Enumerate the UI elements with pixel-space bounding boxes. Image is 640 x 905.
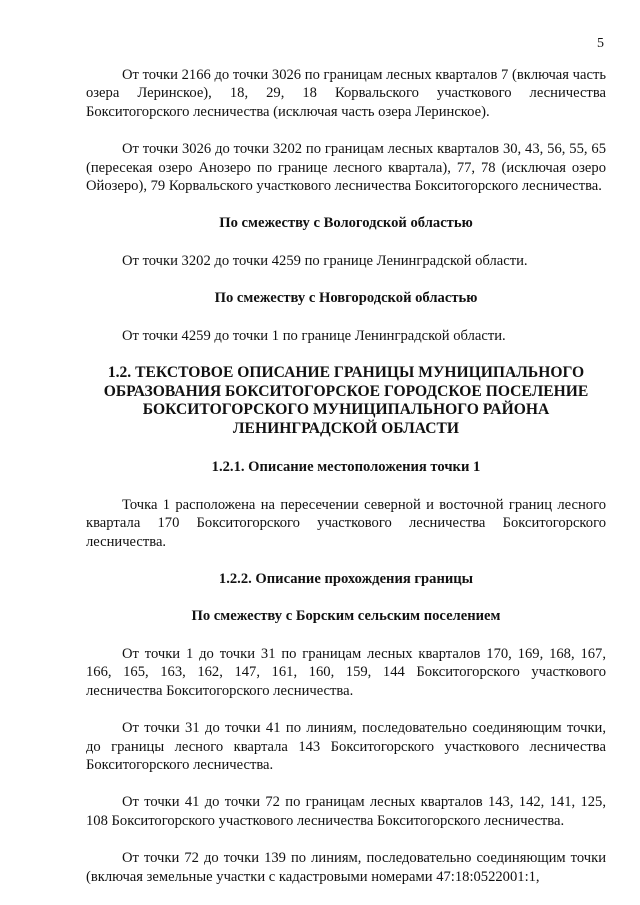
paragraph: От точки 1 до точки 31 по границам лесных кварталов 170, 169, 168, 167, 166, 165, 163, 162, 147, 161, 160, 159, 144 Бокситогорского участкового лесничества Бокситогорского лесничества. [86,645,606,699]
subsection-heading-boundary: 1.2.2. Описание прохождения границы [218,571,474,588]
page-number: 5 [597,36,604,51]
paragraph: От точки 41 до точки 72 по границам лесных кварталов 143, 142, 141, 125, 108 Бокситогорского участкового лесничества Бокситогорского лесничества. [86,794,606,829]
section-heading-borskoe: По смежеству с Борским сельским поселением [191,608,501,625]
subsection-heading-point1: 1.2.1. Описание местоположения точки 1 [211,459,481,476]
section-heading-novgorod: По смежеству с Новгородской областью [214,290,478,307]
main-section-heading: 1.2. ТЕКСТОВОЕ ОПИСАНИЕ ГРАНИЦЫ МУНИЦИПАЛЬНОГО ОБРАЗОВАНИЯ БОКСИТОГОРСКОЕ ГОРОДСКОЕ ПОСЕЛЕНИЕ БОКСИТОГОРСКОГО МУНИЦИПАЛЬНОГО РАЙОНА ЛЕНИНГРАДСКОЙ ОБЛАСТИ [103,364,589,437]
paragraph: От точки 2166 до точки 3026 по границам лесных кварталов 7 (включая часть озера Леринское), 18, 29, 18 Корвальского участкового лесничества Бокситогорского лесничества (исключая часть озера Леринское). [86,67,606,120]
document-body [86,66,606,886]
section-heading-vologda: По смежеству с Вологодской областью [219,215,473,232]
paragraph: Точка 1 расположена на пересечении северной и восточной границ лесного квартала 170 Бокситогорского участкового лесничества Бокситогорского лесничества. [86,496,606,550]
paragraph: От точки 3202 до точки 4259 по границе Ленинградской области. [122,252,528,269]
paragraph: От точки 4259 до точки 1 по границе Ленинградской области. [122,327,506,344]
paragraph: От точки 72 до точки 139 по линиям, последовательно соединяющим точки (включая земельные участки с кадастровыми номерами 47:18:0522001:1, [86,850,606,885]
paragraph: От точки 3026 до точки 3202 по границам лесных кварталов 30, 43, 56, 55, 65 (пересекая озеро Анозеро по границе лесного квартала), 77, 78 (исключая озеро Ойозеро), 79 Корвальского участкового лесничества Бокситогорского лесничества. [86,141,606,195]
paragraph: От точки 31 до точки 41 по линиям, последовательно соединяющим точки, до границы лесного квартала 143 Бокситогорского участкового лесничества Бокситогорского лесничества. [86,720,606,773]
